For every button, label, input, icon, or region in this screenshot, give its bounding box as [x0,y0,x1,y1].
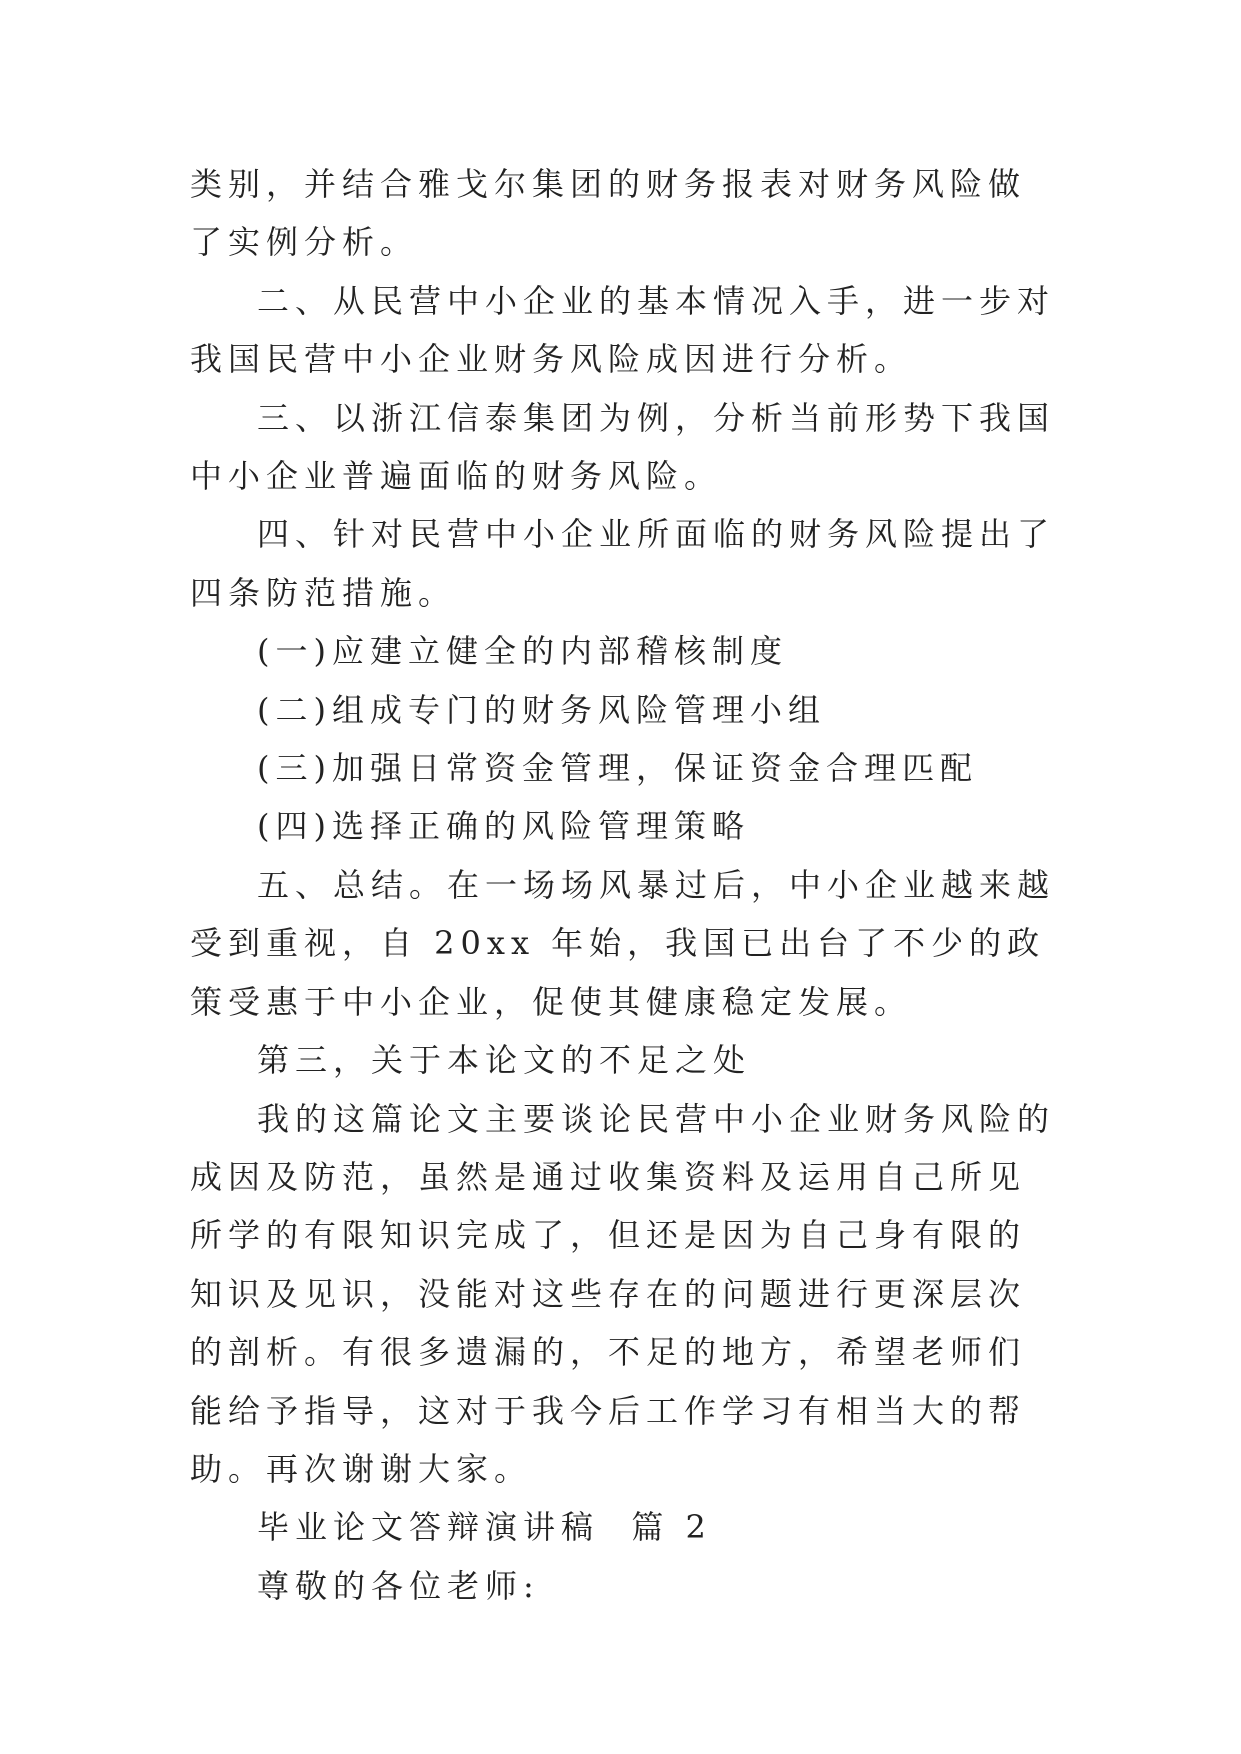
paragraph-point-five-summary: 五、总结。在一场场风暴过后，中小企业越来越受到重视，自 20xx 年始，我国已出台了不少的政策受惠于中小企业，促使其健康稳定发展。 [190,865,1056,1021]
salutation: 尊敬的各位老师: [257,1566,540,1605]
paragraph-continued-analysis: 类别，并结合雅戈尔集团的财务报表对财务风险做了实例分析。 [190,165,1027,262]
paragraph-shortcomings: 我的这篇论文主要谈论民营中小企业财务风险的成因及防范，虽然是通过收集资料及运用自己所见所学的有限知识完成了，但还是因为自己身有限的知识及见识，没能对这些存在的问题进行更深层次的剖析。有很多遗漏的，不足的地方，希望老师们能给予指导，这对于我今后工作学习有相当大的帮助。再次谢谢大家。 [190,1099,1056,1488]
list-item-measure-1: (一)应建立健全的内部稽核制度 [257,632,788,671]
paragraph-point-two: 二、从民营中小企业的基本情况入手，进一步对我国民营中小企业财务风险成因进行分析。 [190,281,1056,379]
paragraph-point-four: 四、针对民营中小企业所面临的财务风险提出了四条防范措施。 [190,515,1056,612]
document-page [190,155,1060,1615]
list-item-measure-2: (二)组成专门的财务风险管理小组 [257,690,826,729]
list-item-measure-3: (三)加强日常资金管理，保证资金合理匹配 [257,749,978,788]
list-item-measure-4: (四)选择正确的风险管理策略 [257,807,750,846]
section-heading-shortcomings: 第三，关于本论文的不足之处 [257,1041,752,1080]
section-title-part-2: 毕业论文答辩演讲稿 篇 2 [257,1508,712,1547]
paragraph-point-three: 三、以浙江信泰集团为例，分析当前形势下我国中小企业普遍面临的财务风险。 [190,398,1056,496]
